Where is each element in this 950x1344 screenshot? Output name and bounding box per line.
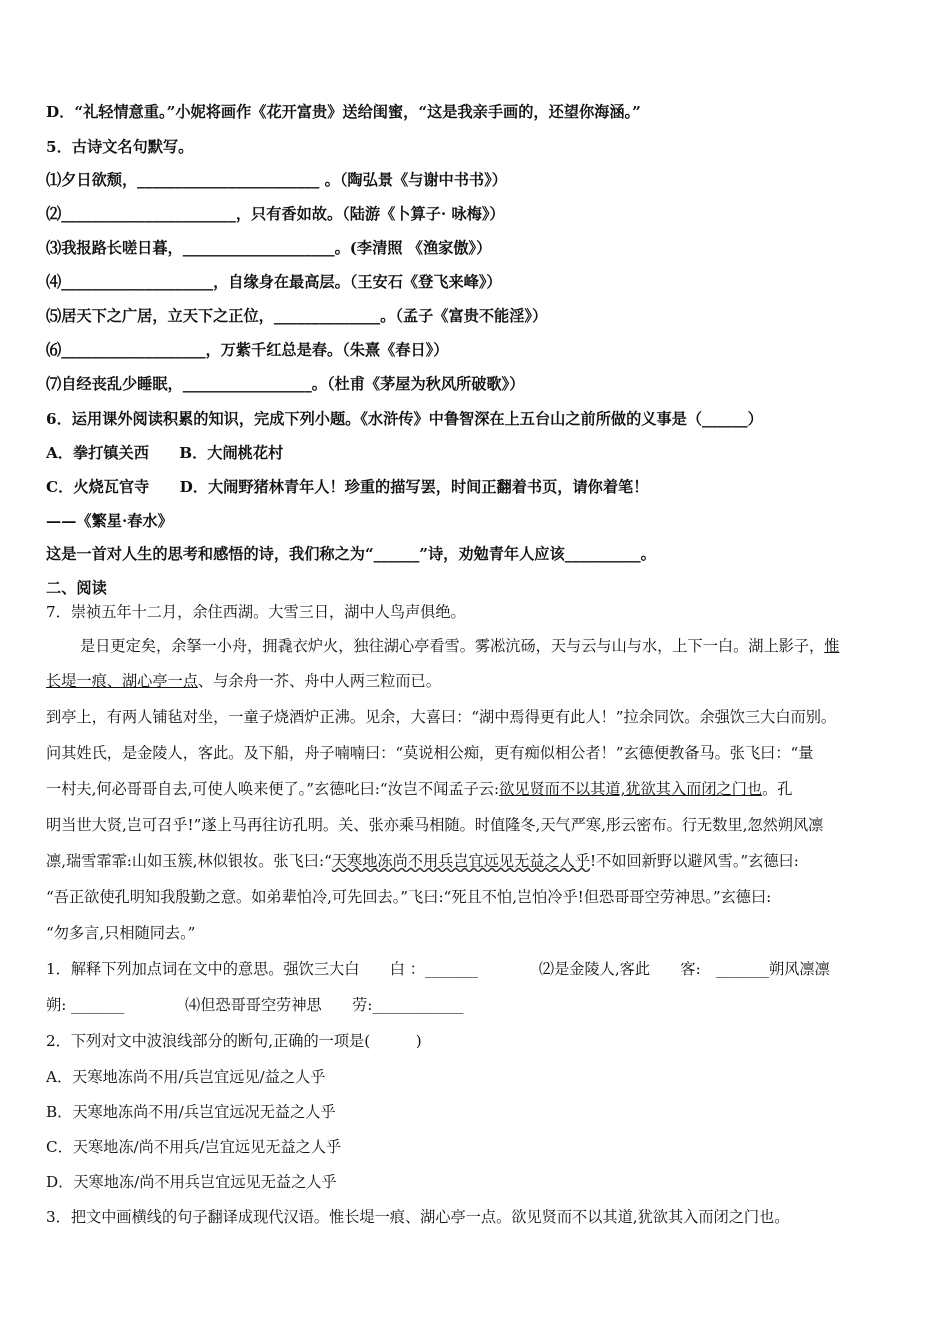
q5-title: 5．古诗文名句默写。	[46, 138, 194, 156]
q5-item-5: ⑸居天下之广居，立天下之正位，______________。（孟子《富贵不能淫》）	[46, 307, 548, 325]
q7-para6	[46, 850, 910, 872]
q7-para8: “勿多言,只相随同去。”	[46, 924, 196, 942]
sub1-line1: 1．解释下列加点词在文中的意思。强饮三大白 白 ：_______ ⑵是金陵人,客此 客: _______朔风凛凛	[46, 960, 830, 978]
q6-stem: 6．运用课外阅读积累的知识，完成下列小题。《水浒传》中鲁智深在上五台山之前所做的义事是（______）	[46, 410, 763, 428]
q7-para4-tail: 。孔	[762, 780, 793, 798]
q7-para1-text: 是日更定矣，余拏一小舟，拥毳衣炉火，独往湖心亭看雪。雾凇沆砀，天与云与山与水，上下一白。湖上影子，	[80, 637, 825, 655]
q7-para4	[46, 778, 910, 800]
q7-para2: 到亭上，有两人铺毡对坐，一童子烧酒炉正沸。见余，大喜曰：“湖中焉得更有此人！”拉余同饮。余强饮三大白而别。	[46, 708, 837, 726]
q7-para4-underlined: 欲见贤而不以其道,犹欲其入而闭之门也	[499, 780, 763, 798]
q7-para6-wavy: 天寒地冻尚不用兵岂宜远见无益之人乎	[331, 852, 591, 870]
q5-item-1: ⑴夕日欲颓，________________________ 。（陶弘景《与谢中书书》）	[46, 171, 507, 189]
q7-para5: 明当世大贤,岂可召乎!”遂上马再往访孔明。关、张亦乘马相随。时值隆冬,天气严寒,彤云密布。行无数里,忽然朔风凛	[46, 816, 824, 834]
q7-para1-underlined: 惟	[824, 637, 840, 655]
q7-para6-tail: !不如回新野以避风雪。”玄德曰:	[590, 852, 799, 870]
sub2-option-d: D．天寒地冻/尚不用兵岂宜远见无益之人乎	[46, 1173, 337, 1191]
q7-para1-underlined-phrase: 长堤一痕、湖心亭一点	[46, 672, 198, 690]
q5-item-7: ⑺自经丧乱少睡眠，_________________。（杜甫《茅屋为秋风所破歌》）	[46, 375, 525, 393]
q7-para6-text: 凛,瑞雪霏霏:山如玉簇,林似银妆。张飞曰:“	[46, 852, 332, 870]
sub2-option-b: B．天寒地冻尚不用/兵岂宜远况无益之人乎	[46, 1103, 336, 1121]
sub3: 3．把文中画横线的句子翻译成现代汉语。惟长堤一痕、湖心亭一点。欲见贤而不以其道,犹欲其入而闭之门也。	[46, 1208, 790, 1226]
section-title: 二、阅读	[46, 579, 107, 597]
q4-option-d: D．“礼轻情意重。”小妮将画作《花开富贵》送给闺蜜，“这是我亲手画的，还望你海涵。”	[46, 103, 641, 121]
q6-options-row2: C．火烧瓦官寺 D．大闹野猪林青年人！珍重的描写罢，时间正翻着书页，请你着笔！	[46, 478, 649, 496]
sub2-stem: 2．下列对文中波浪线部分的断句,正确的一项是( )	[46, 1032, 422, 1050]
q7-para4-text: 一村夫,何必哥哥自去,可使人唤来便了。”玄德叱曰:“汝岂不闻孟子云:	[46, 780, 500, 798]
q7-para1-tail: 、与余舟一芥、舟中人两三粒而已。	[197, 672, 441, 690]
sub1-line2: 朔: _______ ⑷但恐哥哥空劳神思 劳:____________	[46, 996, 464, 1014]
q5-item-4: ⑷____________________，自缘身在最高层。（王安石《登飞来峰》）	[46, 273, 502, 291]
q7-para1-line1	[80, 635, 910, 657]
q5-item-3: ⑶我报路长嗟日暮，____________________。(李清照 《渔家傲》）	[46, 239, 492, 257]
q7-para1-line2	[46, 670, 910, 692]
q7-para3: 问其姓氏，是金陵人，客此。及下船，舟子喃喃曰：“莫说相公痴，更有痴似相公者！”玄德便教备马。张飞曰：“量	[46, 744, 814, 762]
q5-item-6: ⑹___________________，万紫千红总是春。（朱熹《春日》）	[46, 341, 449, 359]
q6-options-row1: A．拳打镇关西 B．大闹桃花村	[46, 444, 284, 462]
sub2-option-a: A．天寒地冻尚不用/兵岂宜远见/益之人乎	[46, 1068, 326, 1086]
q5-item-2: ⑵_______________________，只有香如故。（陆游《卜算子· 咏梅》）	[46, 205, 505, 223]
sub2-option-c: C．天寒地冻/尚不用兵/岂宜远见无益之人乎	[46, 1138, 342, 1156]
q6-source: ——《繁星·春水》	[46, 512, 173, 530]
q7-para7: “吾正欲使孔明知我殷勤之意。如弟辈怕冷,可先回去。”飞曰:“死且不怕,岂怕冷乎!但恐哥哥空劳神思。”玄德曰:	[46, 888, 772, 906]
q7-intro: 7．崇祯五年十二月，余住西湖。大雪三日，湖中人鸟声俱绝。	[46, 603, 466, 621]
q6-fill: 这是一首对人生的思考和感悟的诗，我们称之为“______”诗，劝勉青年人应该__________。	[46, 545, 656, 563]
